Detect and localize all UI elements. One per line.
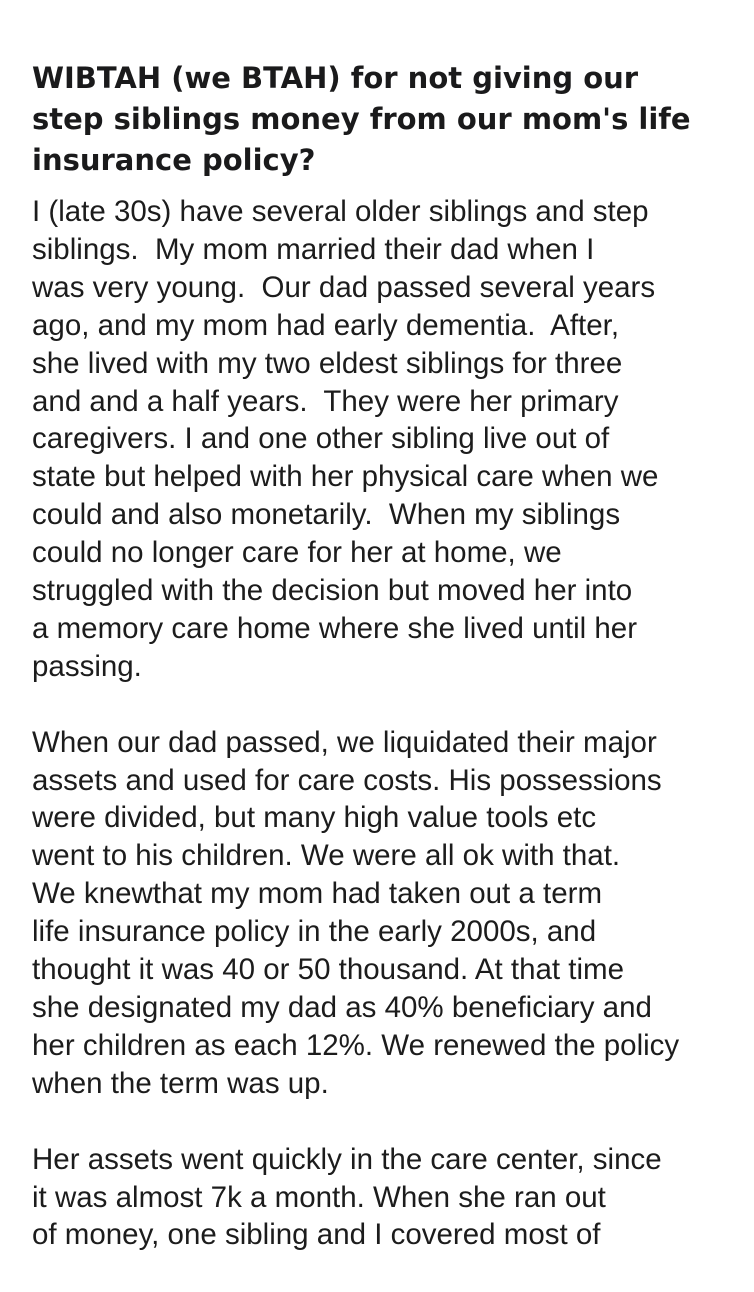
body-line: We knewthat my mom had taken out a term	[32, 877, 603, 911]
body-line: could no longer care for her at home, we	[32, 536, 562, 570]
body-line: of money, one sibling and I covered most of	[32, 1218, 601, 1252]
body-line: it was almost 7k a month. When she ran out	[32, 1180, 606, 1214]
post-title-line: step siblings money from our mom's life	[32, 102, 691, 136]
post-title-line: insurance policy?	[32, 143, 316, 177]
body-line: caregivers. I and one other sibling live out of	[32, 422, 610, 456]
body-line: could and also monetarily. When my siblings	[32, 498, 621, 532]
post	[32, 58, 732, 1292]
body-line: her children as each 12%. We renewed the policy	[32, 1028, 680, 1062]
body-line: When our dad passed, we liquidated their major	[32, 725, 657, 759]
body-line: Her assets went quickly in the care center, since	[32, 1142, 662, 1176]
post-paragraph	[32, 193, 732, 686]
body-line: and and a half years. They were her primary	[32, 384, 619, 418]
body-line: when the term was up.	[32, 1066, 329, 1100]
body-line: she lived with my two eldest siblings for three	[32, 346, 623, 380]
body-line: state but helped with her physical care when we	[32, 460, 659, 494]
post-paragraph	[32, 724, 732, 1103]
body-line: thought it was 40 or 50 thousand. At that time	[32, 953, 625, 987]
body-line: life insurance policy in the early 2000s, and	[32, 915, 597, 949]
post-title	[32, 58, 732, 181]
body-line: was very young. Our dad passed several years	[32, 270, 656, 304]
body-line: I (late 30s) have several older siblings and step	[32, 195, 649, 228]
body-line: a memory care home where she lived until her	[32, 611, 638, 645]
body-line: ago, and my mom had early dementia. After,	[32, 308, 620, 342]
post-title-line: WIBTAH (we BTAH) for not giving our	[32, 61, 639, 95]
body-line: were divided, but many high value tools etc	[32, 801, 597, 835]
body-line: siblings. My mom married their dad when I	[32, 232, 595, 266]
body-line: assets and used for care costs. His possessions	[32, 763, 662, 797]
body-line: passing.	[32, 649, 142, 683]
post-body	[32, 193, 732, 1254]
body-line: went to his children. We were all ok with that.	[32, 839, 621, 873]
post-paragraph	[32, 1141, 732, 1255]
body-line: she designated my dad as 40% beneficiary and	[32, 991, 652, 1025]
body-line: struggled with the decision but moved her into	[32, 574, 633, 608]
